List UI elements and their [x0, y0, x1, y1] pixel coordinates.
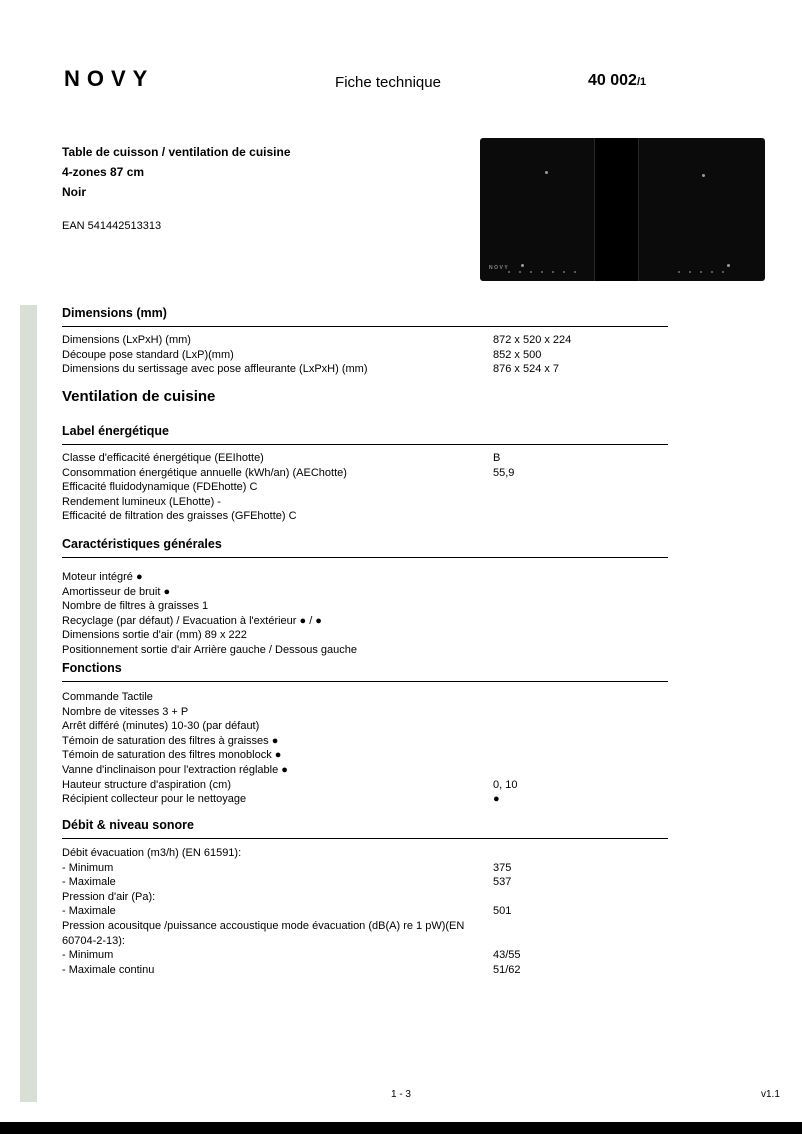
spec-value	[493, 509, 668, 524]
spec-label: - Maximale	[62, 876, 116, 889]
document-version: v1.1	[761, 1089, 780, 1100]
spec-value	[493, 495, 668, 510]
spec-label: Recyclage (par défaut) / Evacuation à l'extérieur ● / ●	[62, 614, 322, 627]
spec-value: 55,9	[493, 466, 515, 479]
spec-row	[62, 719, 668, 734]
spec-row	[62, 734, 668, 749]
spec-label: Dimensions (LxPxH) (mm)	[62, 334, 191, 346]
spec-value	[493, 614, 668, 629]
spec-value	[493, 599, 668, 614]
spec-label: Commande Tactile	[62, 691, 153, 703]
extractor-strip	[594, 138, 639, 281]
spec-row	[62, 948, 668, 963]
spec-value: 852 x 500	[493, 348, 542, 361]
section-rows	[62, 839, 668, 977]
product-title-line1: Table de cuisson / ventilation de cuisine	[62, 145, 291, 159]
burner-indicator-dot	[727, 264, 730, 267]
left-accent-bar	[20, 305, 37, 1102]
spec-value	[493, 570, 668, 585]
section-rows	[62, 558, 668, 658]
novy-logo: NOVY	[64, 66, 155, 91]
spec-value	[493, 734, 668, 749]
spec-value	[493, 719, 668, 734]
spec-row	[62, 690, 668, 705]
section-functions	[62, 661, 668, 807]
spec-label: Positionnement sortie d'air Arrière gauche / Dessous gauche	[62, 643, 357, 656]
document-number-main: 40 002	[588, 72, 637, 89]
spec-label: - Maximale continu	[62, 963, 155, 976]
section-title: Débit & niveau sonore	[62, 818, 668, 839]
spec-value	[493, 628, 668, 643]
spec-value	[493, 690, 668, 705]
touch-control-dots	[508, 271, 584, 273]
spec-label: Arrêt différé (minutes) 10-30 (par défaut)	[62, 720, 260, 733]
spec-row	[62, 495, 668, 510]
burner-indicator-dot	[521, 264, 524, 267]
spec-label: Pression d'air (Pa):	[62, 890, 156, 903]
section-dimensions	[62, 306, 668, 377]
spec-row	[62, 466, 668, 481]
page-number: 1 - 3	[390, 1089, 411, 1100]
product-ean: EAN 541442513313	[62, 220, 162, 232]
spec-row	[62, 570, 668, 585]
spec-row	[62, 846, 668, 861]
spec-value: 872 x 520 x 224	[493, 334, 572, 346]
section-rows	[62, 327, 668, 377]
spec-value	[493, 585, 668, 600]
spec-row	[62, 792, 668, 807]
section-rows	[62, 682, 668, 807]
document-number-suffix: /1	[636, 76, 647, 88]
spec-label: Rendement lumineux (LEhotte) -	[62, 495, 221, 508]
spec-value	[493, 643, 668, 658]
spec-row	[62, 963, 668, 978]
spec-label: Nombre de vitesses 3 + P	[62, 705, 189, 718]
spec-label: Nombre de filtres à graisses 1	[62, 600, 209, 613]
section-title: Caractéristiques générales	[62, 537, 668, 558]
spec-row	[62, 480, 668, 495]
spec-label: Témoin de saturation des filtres à graisses ●	[62, 734, 279, 747]
spec-row	[62, 904, 668, 919]
bottom-black-bar	[0, 1122, 802, 1134]
document-title: Fiche technique	[335, 74, 441, 91]
product-title-line3: Noir	[62, 185, 86, 199]
spec-value: 537	[493, 876, 512, 889]
spec-value: B	[493, 452, 501, 464]
section-title: Label énergétique	[62, 424, 668, 445]
spec-label: Témoin de saturation des filtres monoblock ●	[62, 749, 282, 762]
spec-label: Récipient collecteur pour le nettoyage	[62, 793, 247, 806]
spec-label: Moteur intégré ●	[62, 571, 143, 583]
product-title-line2: 4-zones 87 cm	[62, 165, 145, 179]
product-image	[480, 138, 765, 281]
spec-label: Classe d'efficacité énergétique (EEIhotte)	[62, 452, 264, 464]
spec-row	[62, 890, 668, 905]
spec-label: Efficacité de filtration des graisses (GFEhotte) C	[62, 510, 297, 523]
spec-label: Efficacité fluidodynamique (FDEhotte) C	[62, 481, 258, 494]
spec-row	[62, 748, 668, 763]
spec-value	[493, 748, 668, 763]
section-rows	[62, 445, 668, 524]
spec-label: Amortisseur de bruit ●	[62, 585, 171, 598]
spec-row	[62, 705, 668, 720]
document-number	[588, 72, 646, 90]
spec-row	[62, 919, 668, 948]
section-flow-noise	[62, 818, 668, 977]
spec-value: 501	[493, 905, 512, 918]
spec-row	[62, 614, 668, 629]
novy-mini-logo: NOVY	[489, 265, 510, 271]
spec-label: - Minimum	[62, 949, 114, 962]
spec-label: Débit évacuation (m3/h) (EN 61591):	[62, 847, 242, 859]
spec-value	[493, 919, 668, 948]
spec-row	[62, 599, 668, 614]
burner-indicator-dot	[702, 174, 705, 177]
spec-value	[493, 846, 668, 861]
section-general	[62, 537, 668, 658]
spec-value: 876 x 524 x 7	[493, 363, 560, 376]
spec-value: ●	[493, 793, 500, 806]
spec-value: 0, 10	[493, 778, 518, 791]
spec-label: Découpe pose standard (LxP)(mm)	[62, 348, 234, 361]
spec-label: - Maximale	[62, 905, 116, 918]
spec-label: Hauteur structure d'aspiration (cm)	[62, 778, 231, 791]
spec-value: 375	[493, 861, 512, 874]
section-energy-label	[62, 424, 668, 524]
spec-label: Dimensions sortie d'air (mm) 89 x 222	[62, 629, 247, 642]
spec-value: 43/55	[493, 949, 521, 962]
spec-value	[493, 890, 668, 905]
spec-label: - Minimum	[62, 861, 114, 874]
spec-value	[493, 763, 668, 778]
spec-value: 51/62	[493, 963, 521, 976]
spec-value	[493, 480, 668, 495]
spec-row	[62, 362, 668, 377]
spec-label: Consommation énergétique annuelle (kWh/an) (AEChotte)	[62, 466, 347, 479]
section-title: Dimensions (mm)	[62, 306, 668, 327]
spec-label: Pression acousitque /puissance accoustique mode évacuation (dB(A) re 1 pW)(EN 60704-2-13):	[62, 919, 465, 947]
spec-row	[62, 348, 668, 363]
spec-row	[62, 333, 668, 348]
spec-label: Vanne d'inclinaison pour l'extraction réglable ●	[62, 763, 288, 776]
touch-control-dots	[678, 271, 728, 273]
spec-row	[62, 509, 668, 524]
spec-label: Dimensions du sertissage avec pose affleurante (LxPxH) (mm)	[62, 363, 368, 376]
spec-row	[62, 585, 668, 600]
spec-row	[62, 763, 668, 778]
spec-row	[62, 875, 668, 890]
spec-row	[62, 628, 668, 643]
spec-row	[62, 778, 668, 793]
spec-row	[62, 861, 668, 876]
product-info	[62, 142, 462, 232]
spec-row	[62, 451, 668, 466]
spec-value	[493, 705, 668, 720]
spec-row	[62, 643, 668, 658]
ventilation-heading: Ventilation de cuisine	[62, 388, 216, 405]
section-title: Fonctions	[62, 661, 668, 682]
burner-indicator-dot	[545, 171, 548, 174]
